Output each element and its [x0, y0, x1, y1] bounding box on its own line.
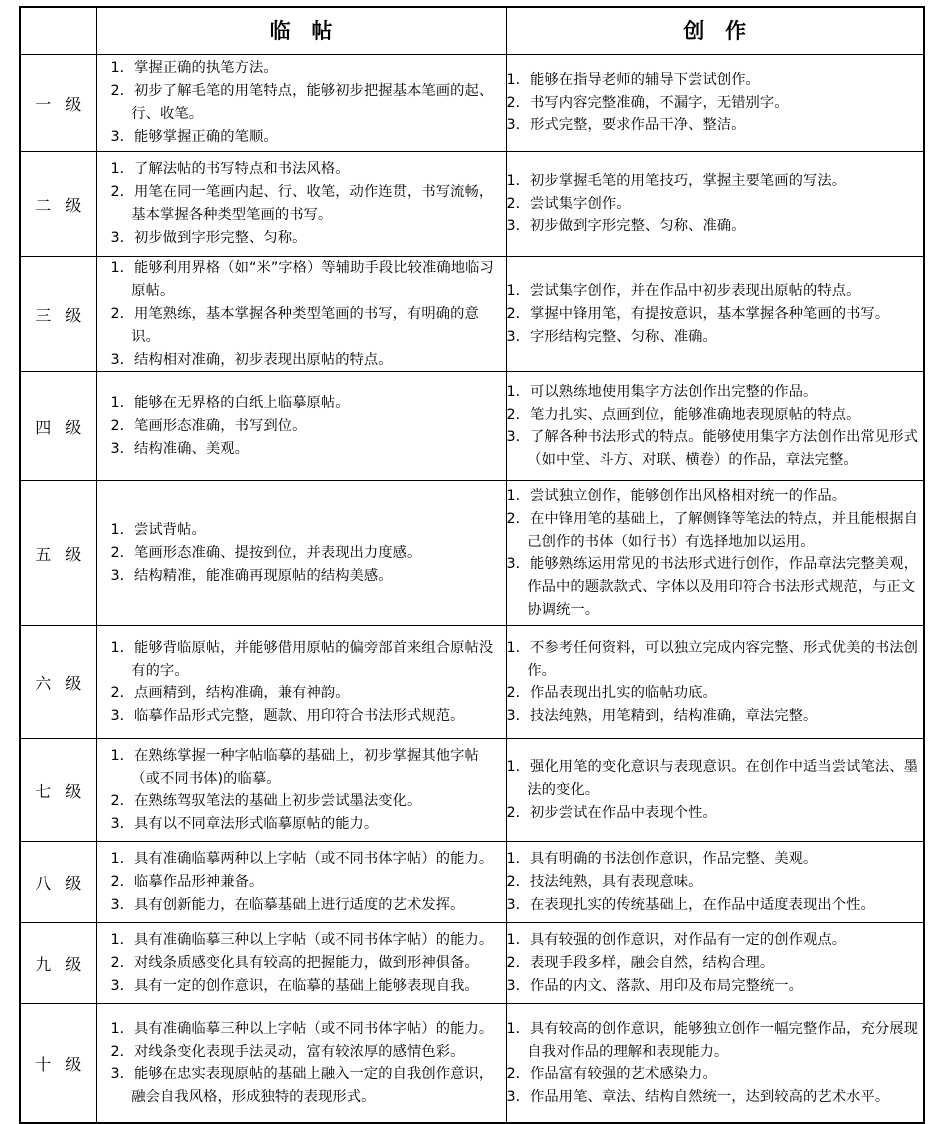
table-row — [20, 152, 924, 257]
copy-requirements — [96, 739, 506, 842]
list-item: 2．临摹作品形神兼备。 — [110, 873, 264, 890]
level-label: 一 级 — [20, 55, 96, 152]
copy-item-list — [111, 158, 506, 250]
table-row — [20, 923, 924, 1004]
list-item: 3．字形结构完整、匀称、准确。 — [506, 328, 717, 345]
table-row — [20, 372, 924, 481]
level-label: 二 级 — [20, 152, 96, 257]
list-item: 2．尝试集字创作。 — [506, 195, 631, 212]
level-label: 六 级 — [20, 626, 96, 739]
create-item-list — [507, 170, 924, 239]
list-item: 1．尝试独立创作，能够创作出风格相对统一的作品。 — [506, 487, 847, 504]
list-item: 2．笔画形态准确、提按到位，并表现出力度感。 — [110, 544, 422, 561]
list-item: 1．掌握正确的执笔方法。 — [110, 60, 278, 77]
calligraphy-grade-table — [19, 6, 925, 1124]
list-item: 1．具有准确临摹三种以上字帖（或不同书体字帖）的能力。 — [110, 1020, 494, 1037]
list-item: 1．在熟练掌握一种字帖临摹的基础上，初步掌握其他字帖（或不同书体)的临摹。 — [110, 747, 479, 787]
list-item: 1．具有明确的书法创作意识，作品完整、美观。 — [506, 851, 818, 868]
list-item: 2．笔画形态准确，书写到位。 — [110, 417, 307, 434]
list-item: 2．作品表现出扎实的临帖功底。 — [506, 685, 717, 702]
list-item: 2．表现手段多样，融会自然，结构合理。 — [506, 954, 775, 971]
create-requirements — [506, 842, 924, 923]
level-label: 五 级 — [20, 481, 96, 626]
copy-item-list — [111, 392, 506, 461]
level-label: 八 级 — [20, 842, 96, 923]
level-label: 九 级 — [20, 923, 96, 1004]
list-item: 1．可以熟练地使用集字方法创作出完整的作品。 — [506, 383, 818, 400]
list-item: 3．结构准确、美观。 — [110, 440, 249, 457]
copy-item-list — [111, 848, 506, 917]
copy-item-list — [111, 257, 506, 371]
table-row — [20, 626, 924, 739]
create-requirements — [506, 257, 924, 372]
create-item-list — [507, 381, 924, 473]
table-row — [20, 739, 924, 842]
list-item: 1．初步掌握毛笔的用笔技巧，掌握主要笔画的写法。 — [506, 172, 847, 189]
copy-requirements — [96, 842, 506, 923]
header-cell-create: 创 作 — [506, 7, 924, 55]
create-item-list — [507, 1018, 924, 1110]
copy-requirements — [96, 55, 506, 152]
list-item: 3．作品用笔、章法、结构自然统一，达到较高的艺术水平。 — [506, 1089, 890, 1106]
create-requirements — [506, 152, 924, 257]
header-cell-level — [20, 7, 96, 55]
list-item: 2．对线条质感变化具有较高的把握能力，做到形神俱备。 — [110, 954, 479, 971]
list-item: 3．具有创新能力，在临摹基础上进行适度的艺术发挥。 — [110, 896, 465, 913]
copy-requirements — [96, 152, 506, 257]
copy-requirements — [96, 626, 506, 739]
list-item: 2．点画精到，结构准确，兼有神韵。 — [110, 685, 350, 702]
list-item: 2．对线条变化表现手法灵动，富有较浓厚的感情色彩。 — [110, 1043, 465, 1060]
create-requirements — [506, 1004, 924, 1124]
header-cell-copy: 临 帖 — [96, 7, 506, 55]
list-item: 2．用笔熟练，基本掌握各种类型笔画的书写，有明确的意识。 — [110, 305, 479, 345]
copy-item-list — [111, 57, 506, 149]
list-item: 2．在熟练驾驭笔法的基础上初步尝试墨法变化。 — [110, 793, 422, 810]
list-item: 3．结构相对准确，初步表现出原帖的特点。 — [110, 351, 393, 368]
list-item: 1．具有准确临摹两种以上字帖（或不同书体字帖）的能力。 — [110, 851, 494, 868]
list-item: 2．作品富有较强的艺术感染力。 — [506, 1066, 717, 1083]
create-item-list — [507, 485, 924, 622]
copy-item-list — [111, 929, 506, 998]
create-requirements — [506, 923, 924, 1004]
list-item: 3．初步做到字形完整、匀称。 — [110, 229, 307, 246]
table-row — [20, 55, 924, 152]
list-item: 1．具有准确临摹三种以上字帖（或不同书体字帖）的能力。 — [110, 932, 494, 949]
create-item-list — [507, 756, 924, 825]
list-item: 1．能够在指导老师的辅导下尝试创作。 — [506, 71, 760, 88]
table-row — [20, 257, 924, 372]
list-item: 3．了解各种书法形式的特点。能够使用集字方法创作出常见形式（如中堂、斗方、对联、横卷）的作品，章法完整。 — [506, 429, 918, 469]
copy-requirements — [96, 257, 506, 372]
list-item: 3．技法纯熟，用笔精到，结构准确，章法完整。 — [506, 708, 818, 725]
list-item: 1．了解法帖的书写特点和书法风格。 — [110, 161, 350, 178]
list-item: 3．作品的内文、落款、用印及布局完整统一。 — [506, 977, 804, 994]
level-label: 四 级 — [20, 372, 96, 481]
copy-requirements — [96, 1004, 506, 1124]
list-item: 1．强化用笔的变化意识与表现意识。在创作中适当尝试笔法、墨法的变化。 — [506, 759, 918, 798]
copy-item-list — [111, 745, 506, 837]
create-requirements — [506, 372, 924, 481]
table-row — [20, 1004, 924, 1124]
level-label: 七 级 — [20, 739, 96, 842]
level-label: 十 级 — [20, 1004, 96, 1124]
list-item: 2．笔力扎实、点画到位，能够准确地表现原帖的特点。 — [506, 406, 861, 423]
copy-requirements — [96, 481, 506, 626]
list-item: 2．技法纯熟，具有表现意味。 — [506, 873, 703, 890]
copy-item-list — [111, 637, 506, 729]
create-item-list — [507, 848, 924, 917]
create-item-list — [507, 280, 924, 349]
list-item: 1．尝试集字创作，并在作品中初步表现出原帖的特点。 — [506, 282, 861, 299]
list-item: 2．书写内容完整准确，不漏字，无错别字。 — [506, 94, 789, 111]
list-item: 1．能够利用界格（如“米”字格）等辅助手段比较准确地临习原帖。 — [110, 260, 494, 299]
list-item: 3．结构精准，能准确再现原帖的结构美感。 — [110, 567, 393, 584]
create-item-list — [507, 637, 924, 729]
list-item: 2．在中锋用笔的基础上，了解侧锋等笔法的特点，并且能根据自己创作的书体（如行书）有选择地加以运用。 — [506, 510, 918, 550]
table-row — [20, 842, 924, 923]
list-item: 2．初步了解毛笔的用笔特点，能够初步把握基本笔画的起、行、收笔。 — [110, 83, 494, 122]
list-item: 2．初步尝试在作品中表现个性。 — [506, 804, 717, 821]
list-item: 1．具有较高的创作意识，能够独立创作一幅完整作品，充分展现自我对作品的理解和表现能力。 — [506, 1020, 918, 1060]
list-item: 1．能够背临原帖，并能够借用原帖的偏旁部首来组合原帖没有的字。 — [110, 639, 494, 679]
create-requirements — [506, 481, 924, 626]
list-item: 2．用笔在同一笔画内起、行、收笔，动作连贯，书写流畅，基本掌握各种类型笔画的书写。 — [110, 184, 494, 223]
table-header-row — [20, 7, 924, 55]
create-requirements — [506, 55, 924, 152]
list-item: 1．具有较强的创作意识，对作品有一定的创作观点。 — [506, 932, 847, 949]
create-requirements — [506, 626, 924, 739]
list-item: 2．掌握中锋用笔，有提按意识，基本掌握各种笔画的书写。 — [506, 305, 890, 322]
list-item: 3．能够在忠实表现原帖的基础上融入一定的自我创作意识，融会自我风格，形成独特的表现形式。 — [110, 1066, 494, 1106]
copy-requirements — [96, 923, 506, 1004]
table-body — [20, 7, 924, 1123]
list-item: 3．临摹作品形式完整，题款、用印符合书法形式规范。 — [110, 708, 465, 725]
create-item-list — [507, 929, 924, 998]
list-item: 1．尝试背帖。 — [110, 522, 206, 539]
list-item: 3．能够熟练运用常见的书法形式进行创作，作品章法完整美观，作品中的题款款式、字体以及用印符合书法形式规范，与正文协调统一。 — [506, 556, 918, 619]
level-label: 三 级 — [20, 257, 96, 372]
list-item: 3．具有以不同章法形式临摹原帖的能力。 — [110, 816, 379, 833]
list-item: 3．具有一定的创作意识，在临摹的基础上能够表现自我。 — [110, 977, 479, 994]
copy-requirements — [96, 372, 506, 481]
list-item: 1．能够在无界格的白纸上临摹原帖。 — [110, 395, 350, 412]
copy-item-list — [111, 1018, 506, 1110]
list-item: 1．不参考任何资料，可以独立完成内容完整、形式优美的书法创作。 — [506, 639, 918, 679]
table-row — [20, 481, 924, 626]
copy-item-list — [111, 519, 506, 588]
list-item: 3．形式完整，要求作品干净、整洁。 — [506, 117, 746, 134]
create-item-list — [507, 69, 924, 138]
list-item: 3．在表现扎实的传统基础上，在作品中适度表现出个性。 — [506, 896, 875, 913]
list-item: 3．初步做到字形完整、匀称、准确。 — [506, 218, 746, 235]
list-item: 3．能够掌握正确的笔顺。 — [110, 128, 278, 145]
create-requirements — [506, 739, 924, 842]
